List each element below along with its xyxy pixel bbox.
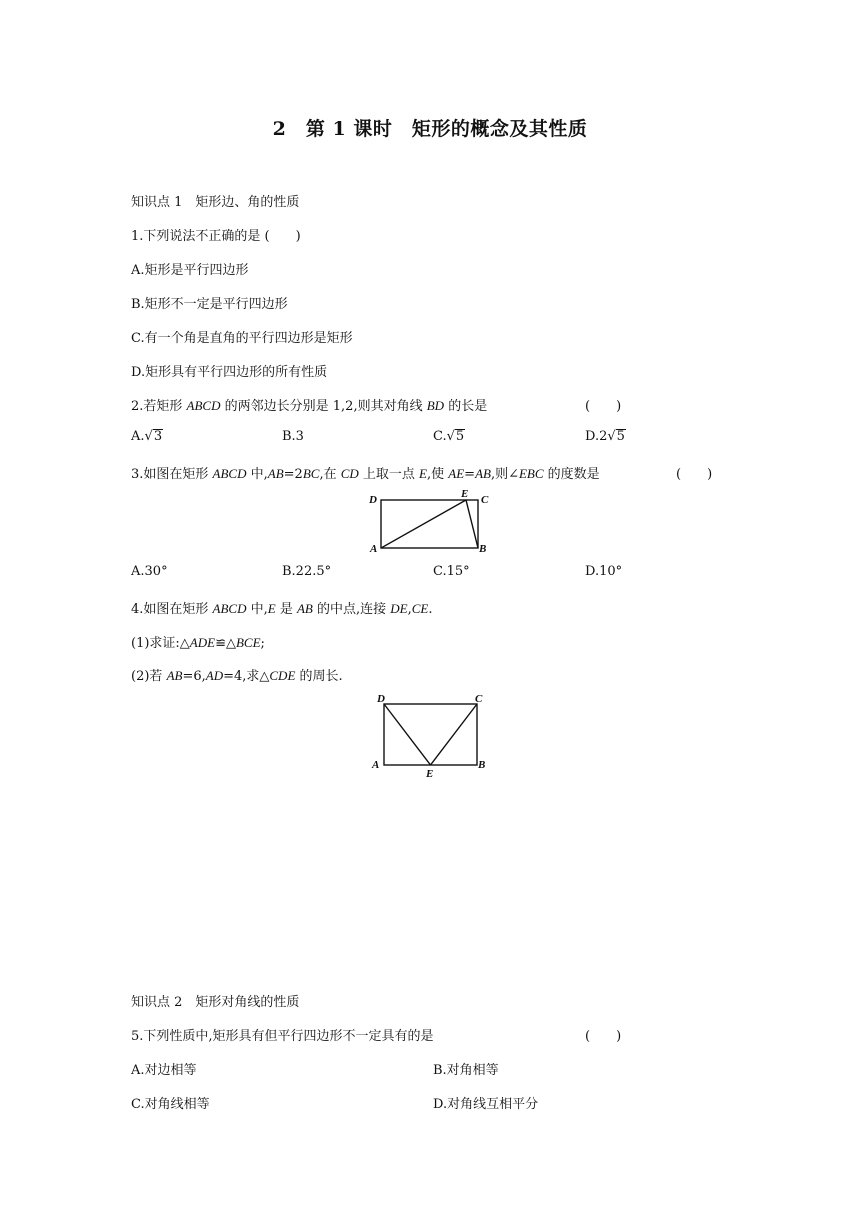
q4-stem: 4.如图在矩形 ABCD 中,E 是 AB 的中点,连接 DE,CE. xyxy=(131,601,433,617)
q3-stem: 3.如图在矩形 ABCD 中,AB=2BC,在 CD 上取一点 E,使 AE=AB,则∠EBC 的度数是 xyxy=(131,466,600,482)
sqrt-icon: √3 xyxy=(144,429,163,444)
label-d: D xyxy=(377,693,385,705)
section-heading-1: 知识点 1 矩形边、角的性质 xyxy=(131,195,300,210)
q3-option-a: A.30° xyxy=(131,564,168,579)
q5-option-a: A.对边相等 xyxy=(131,1063,197,1078)
q3-figure-rectangle xyxy=(366,486,496,558)
q2-option-d: D.2√5 xyxy=(585,429,625,444)
q2-option-c: C.√5 xyxy=(433,429,465,444)
q1-option-b: B.矩形不一定是平行四边形 xyxy=(131,297,288,312)
section-heading-2: 知识点 2 矩形对角线的性质 xyxy=(131,995,300,1010)
sqrt-icon: √5 xyxy=(446,429,465,444)
label-b: B xyxy=(479,543,487,555)
label-e: E xyxy=(461,488,469,500)
q2-option-a: A.√3 xyxy=(131,429,163,444)
q2-answer-paren: ( ) xyxy=(585,399,622,414)
q4-figure-rectangle xyxy=(366,688,496,782)
q5-stem: 5.下列性质中,矩形具有但平行四边形不一定具有的是 xyxy=(131,1029,434,1044)
label-a: A xyxy=(372,759,380,771)
label-c: C xyxy=(475,693,483,705)
page-title: 2 第 1 课时 矩形的概念及其性质 xyxy=(272,118,588,140)
q2-option-b: B.3 xyxy=(282,429,304,444)
q3-option-c: C.15° xyxy=(433,564,470,579)
q4-part-1: (1)求证:△ADE≌△BCE; xyxy=(131,635,265,651)
q5-answer-paren: ( ) xyxy=(585,1029,622,1044)
q5-option-b: B.对角相等 xyxy=(433,1063,499,1078)
q1-option-a: A.矩形是平行四边形 xyxy=(131,263,249,278)
q3-option-b: B.22.5° xyxy=(282,564,332,579)
label-a: A xyxy=(370,543,378,555)
sqrt-icon: √5 xyxy=(607,429,625,444)
label-c: C xyxy=(481,494,489,506)
q5-option-d: D.对角线互相平分 xyxy=(433,1097,539,1112)
q5-option-c: C.对角线相等 xyxy=(131,1097,210,1112)
q4-part-2: (2)若 AB=6,AD=4,求△CDE 的周长. xyxy=(131,668,343,684)
q3-answer-paren: ( ) xyxy=(676,467,713,482)
label-e: E xyxy=(426,768,434,780)
q3-option-d: D.10° xyxy=(585,564,623,579)
q1-stem: 1.下列说法不正确的是 ( ) xyxy=(131,229,301,244)
q1-option-c: C.有一个角是直角的平行四边形是矩形 xyxy=(131,331,353,346)
q2-stem: 2.若矩形 ABCD 的两邻边长分别是 1,2,则其对角线 BD 的长是 xyxy=(131,398,488,414)
label-b: B xyxy=(478,759,486,771)
q1-option-d: D.矩形具有平行四边形的所有性质 xyxy=(131,365,328,380)
label-d: D xyxy=(369,494,377,506)
